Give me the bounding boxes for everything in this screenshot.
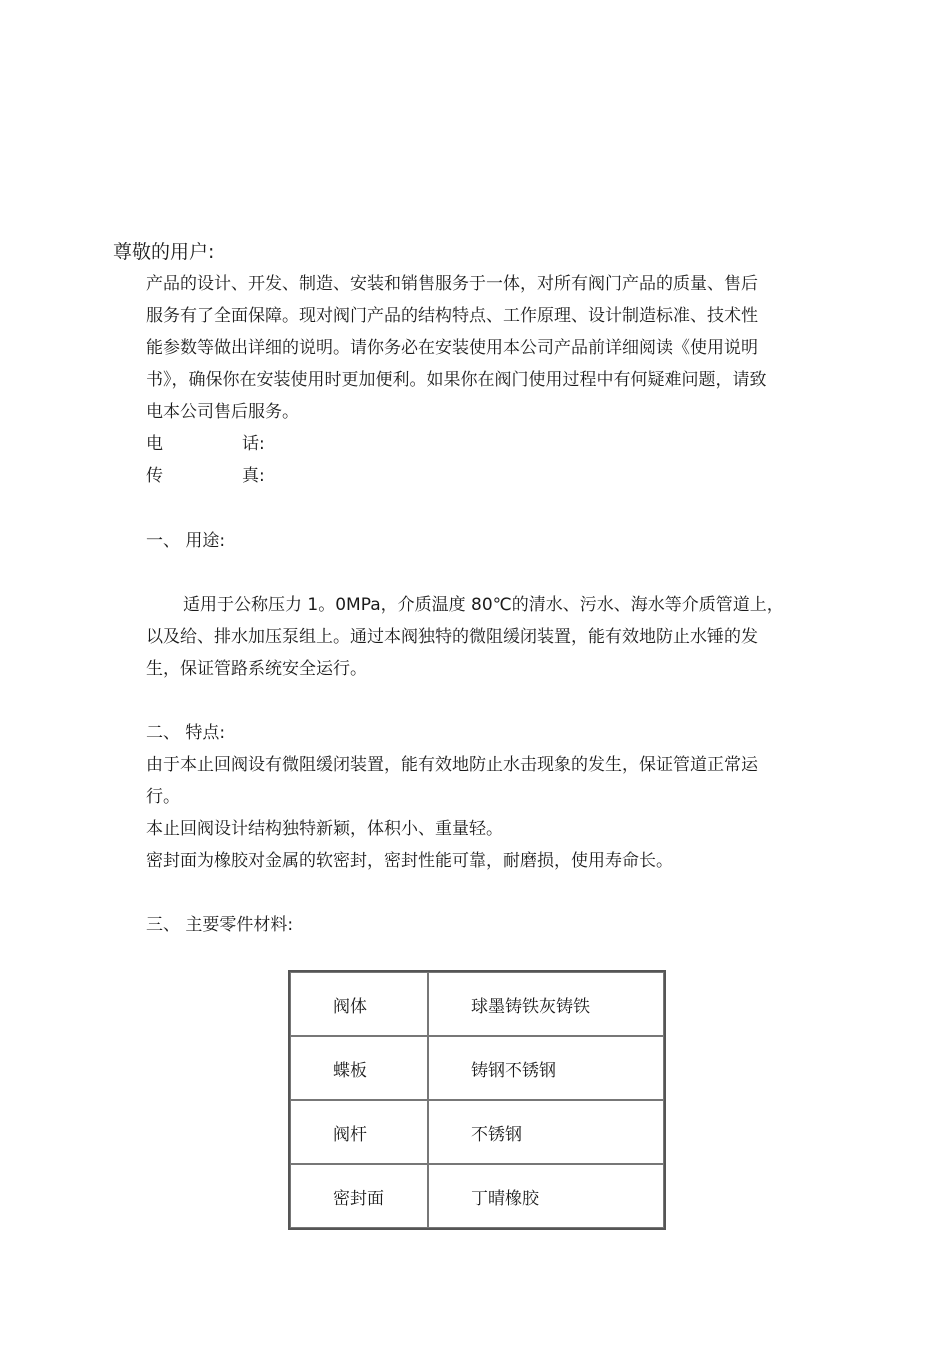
salutation: 尊敬的用户: [113,241,215,263]
intro-line-2: 服务有了全面保障。现对阀门产品的结构特点、工作原理、设计制造标准、技术性 [146,306,758,326]
intro-line-4: 书》，确保你在安装使用时更加便利。如果你在阀门使用过程中有何疑难问题，请致 [146,370,767,390]
part-name-cell: 阀体 [290,972,428,1036]
table-row [290,1036,664,1100]
phone-label [146,432,265,456]
phone-label-char1: 电 [146,434,163,454]
section1-line-2: 以及给、排水加压泵组上。通过本阀独特的微阻缓闭装置，能有效地防止水锤的发 [146,627,758,647]
section3-title: 三、 主要零件材料: [146,915,294,935]
table-row [290,1100,664,1164]
material-cell: 不锈钢 [428,1100,664,1164]
intro-line-5: 电本公司售后服务。 [146,402,299,422]
section1-line-1: 适用于公称压力 1。0MPa，介质温度 80℃的清水、污水、海水等介质管道上， [183,595,784,615]
section2-title: 二、 特点: [146,723,226,743]
phone-label-char2: 话: [242,434,265,454]
section2-line-4: 密封面为橡胶对金属的软密封，密封性能可靠，耐磨损，使用寿命长。 [146,851,673,871]
material-cell: 铸钢不锈钢 [428,1036,664,1100]
intro-line-3: 能参数等做出详细的说明。请你务必在安装使用本公司产品前详细阅读《使用说明 [146,338,758,358]
part-name-cell: 蝶板 [290,1036,428,1100]
section2-line-2: 行。 [146,787,180,807]
fax-label-char1: 传 [146,466,163,486]
section1-line-3: 生，保证管路系统安全运行。 [146,659,367,679]
section1-title: 一、 用途: [146,531,226,551]
material-cell: 丁晴橡胶 [428,1164,664,1228]
fax-label [146,464,265,488]
fax-label-char2: 真: [242,466,265,486]
section2-line-3: 本止回阀设计结构独特新颖，体积小、重量轻。 [146,819,503,839]
material-cell: 球墨铸铁灰铸铁 [428,972,664,1036]
part-name-cell: 阀杆 [290,1100,428,1164]
section2-line-1: 由于本止回阀设有微阻缓闭装置，能有效地防止水击现象的发生，保证管道正常运 [146,755,758,775]
part-name-cell: 密封面 [290,1164,428,1228]
materials-table [288,970,666,1230]
intro-line-1: 产品的设计、开发、制造、安装和销售服务于一体，对所有阀门产品的质量、售后 [146,274,758,294]
table-row [290,1164,664,1228]
table-row [290,972,664,1036]
